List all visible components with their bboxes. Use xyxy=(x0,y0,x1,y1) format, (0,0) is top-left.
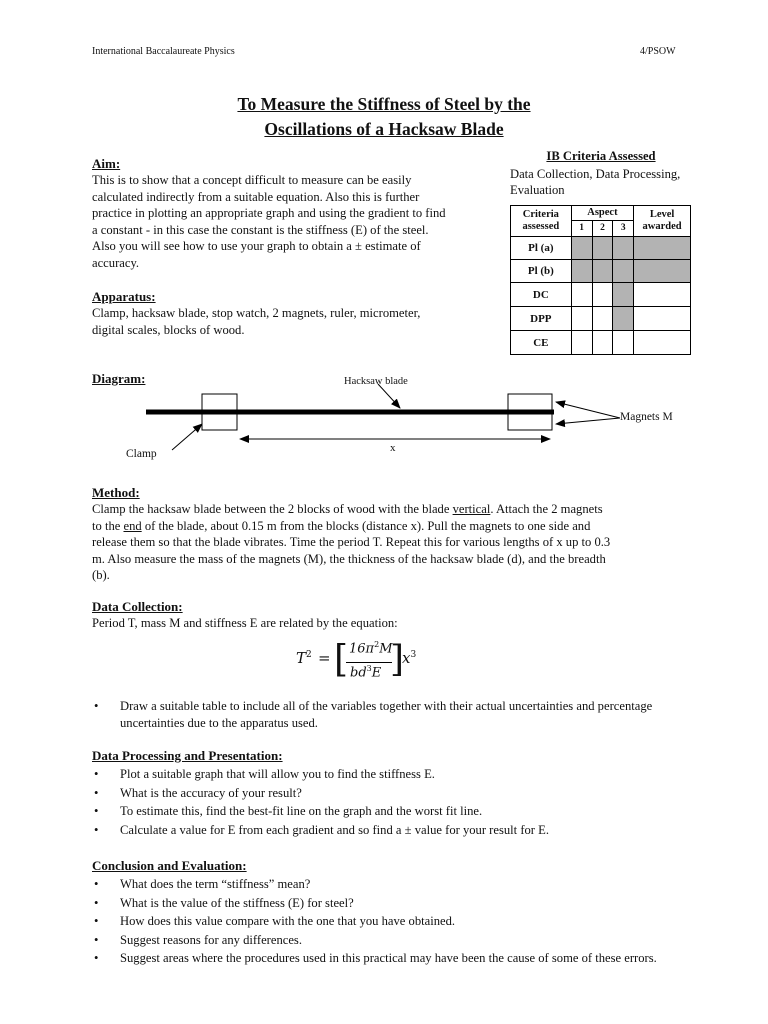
magnet-pointer-arrow xyxy=(556,402,620,418)
aspect-cell xyxy=(613,283,634,307)
aspect-cell xyxy=(592,260,613,283)
method-text-run: of the blade, about 0.15 m from the blocks (distance x). Pull the magnets to one side and xyxy=(141,518,591,533)
method-emphasis: vertical xyxy=(452,502,491,516)
method-emphasis: end xyxy=(123,518,142,533)
criteria-row xyxy=(511,331,691,355)
processing-bullet: • Calculate a value for E from each gradient and so find a ± value for your result for E. xyxy=(92,822,692,839)
header-left: International Baccalaureate Physics xyxy=(92,46,235,57)
data-collection-bullet: • Draw a suitable table to include all of the variables together with their actual uncertainties and percentage uncertainties due to the apparatus used. xyxy=(92,698,672,731)
criteria-desc-2: Evaluation xyxy=(510,183,565,197)
aspect-cell xyxy=(571,260,592,283)
method-text-run: to the xyxy=(92,518,124,533)
method-text-run: Clamp the hacksaw blade between the 2 blocks of wood with the blade xyxy=(92,502,453,516)
aspect-cell xyxy=(571,331,592,355)
criteria-desc-1: Data Collection, Data Processing, xyxy=(510,167,681,181)
level-cell xyxy=(634,260,691,283)
level-cell xyxy=(634,237,691,260)
aspect-cell xyxy=(592,237,613,260)
criteria-label: Pl (a) xyxy=(511,237,572,260)
clamp-pointer-arrow xyxy=(172,424,202,450)
conclusion-heading: Conclusion and Evaluation: xyxy=(92,858,247,873)
criteria-col-header xyxy=(511,206,572,237)
apparatus-heading: Apparatus: xyxy=(92,289,156,304)
aspect-cell xyxy=(592,283,613,307)
aim-line: calculated indirectly from a suitable equation. Also this is further xyxy=(92,189,420,204)
level-header-2: awarded xyxy=(642,221,682,232)
method-text-run: . Attach the 2 magnets xyxy=(490,502,603,516)
clamp-label: Clamp xyxy=(126,448,157,460)
method-line xyxy=(92,518,692,535)
conclusion-list xyxy=(92,876,672,967)
criteria-table xyxy=(510,205,691,355)
processing-list xyxy=(92,766,692,838)
aim-line: practice in plotting an appropriate graph and using the gradient to find xyxy=(92,206,446,220)
level-cell xyxy=(634,307,691,331)
apparatus-line: Clamp, hacksaw blade, stop watch, 2 magnets, ruler, micrometer, xyxy=(92,306,421,320)
blade-label: Hacksaw blade xyxy=(344,376,408,387)
aspect-cell xyxy=(613,260,634,283)
conclusion-bullet: • How does this value compare with the one that you have obtained. xyxy=(92,913,672,930)
method-text xyxy=(92,501,692,584)
level-col-header xyxy=(634,206,691,237)
data-collection-heading: Data Collection: xyxy=(92,599,183,614)
criteria-row xyxy=(511,237,691,260)
processing-heading: Data Processing and Presentation: xyxy=(92,748,283,763)
aspect-cell xyxy=(571,307,592,331)
aim-line: This is to show that a concept difficult to measure can be easily xyxy=(92,173,412,187)
period-equation: $T^2$ = [ $16\pi^2M$ $bd^3E$ ] $x^3$ xyxy=(296,637,417,681)
header-right: 4/PSOW xyxy=(640,46,676,57)
method-line: m. Also measure the mass of the magnets (M), the thickness of the hacksaw blade (d), and the breadth xyxy=(92,551,606,566)
title-line-1: To Measure the Stiffness of Steel by the xyxy=(237,94,531,114)
aspect-cell xyxy=(571,237,592,260)
level-header-1: Level xyxy=(649,209,675,220)
magnet-pointer-arrow xyxy=(556,418,620,424)
aim-text xyxy=(92,172,502,271)
conclusion-bullet: • What is the value of the stiffness (E) for steel? xyxy=(92,895,672,912)
aspect-cell xyxy=(592,331,613,355)
data-collection-list xyxy=(92,698,672,731)
method-line: release them so that the blade vibrates. Time the period T. Repeat this for various lengths of x up to 0.3 xyxy=(92,535,611,549)
method-line xyxy=(92,501,692,518)
aspect-cell xyxy=(613,237,634,260)
title-line-2: Oscillations of a Hacksaw Blade xyxy=(264,119,504,139)
conclusion-bullet: • Suggest reasons for any differences. xyxy=(92,932,672,949)
magnets-label: Magnets M xyxy=(620,411,673,423)
aspect-cell xyxy=(613,331,634,355)
criteria-row xyxy=(511,260,691,283)
aspect-cell xyxy=(592,307,613,331)
aspect-header-label: Aspect xyxy=(572,206,634,221)
aim-line: accuracy. xyxy=(92,255,140,270)
conclusion-bullet: • Suggest areas where the procedures used in this practical may have been the cause of some of these errors. xyxy=(92,950,672,967)
aspect-cell xyxy=(613,307,634,331)
aim-heading: Aim: xyxy=(92,156,121,171)
apparatus-line: digital scales, blocks of wood. xyxy=(92,322,245,337)
criteria-row xyxy=(511,283,691,307)
aspect-number: 1 xyxy=(572,221,593,236)
processing-bullet: • What is the accuracy of your result? xyxy=(92,785,692,802)
method-line: (b). xyxy=(92,568,110,582)
aspect-number: 2 xyxy=(593,221,614,236)
criteria-col-header-1: Criteria xyxy=(522,209,559,220)
aim-line: a constant - in this case the constant is the stiffness (E) of the steel. xyxy=(92,222,429,237)
criteria-row xyxy=(511,307,691,331)
criteria-label: CE xyxy=(511,331,572,355)
processing-bullet: • Plot a suitable graph that will allow you to find the stiffness E. xyxy=(92,766,692,783)
distance-label: x xyxy=(390,442,396,454)
criteria-label: DC xyxy=(511,283,572,307)
method-heading: Method: xyxy=(92,485,140,500)
apparatus-text xyxy=(92,305,420,338)
data-collection-intro: Period T, mass M and stiffness E are related by the equation: xyxy=(92,616,398,630)
level-cell xyxy=(634,283,691,307)
diagram-heading: Diagram: xyxy=(92,371,146,386)
conclusion-bullet: • What does the term “stiffness” mean? xyxy=(92,876,672,893)
aspect-number: 3 xyxy=(620,223,626,233)
processing-bullet: • To estimate this, find the best-fit line on the graph and the worst fit line. xyxy=(92,803,692,820)
aspect-col-header xyxy=(571,206,634,237)
criteria-label: Pl (b) xyxy=(511,260,572,283)
criteria-col-header-2: assessed xyxy=(522,221,560,232)
blade-pointer-arrow xyxy=(378,384,400,408)
aspect-cell xyxy=(571,283,592,307)
aim-line: Also you will see how to use your graph to obtain a ± estimate of xyxy=(92,239,421,253)
level-cell xyxy=(634,331,691,355)
criteria-heading: IB Criteria Assessed xyxy=(546,149,656,163)
criteria-label: DPP xyxy=(511,307,572,331)
